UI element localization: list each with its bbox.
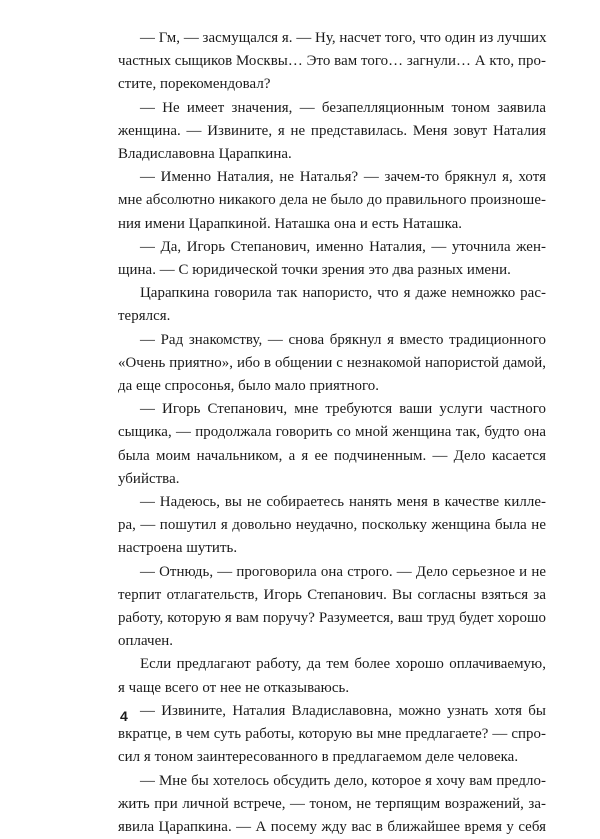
text-line: терпит отлагательств, Игорь Степанович. Вы согласны взяться за (118, 584, 546, 607)
paragraph (118, 236, 546, 282)
text-line: Если предлагают работу, да тем более хорошо оплачиваемую, (118, 653, 546, 676)
paragraph (118, 770, 546, 839)
text-line: стите, порекомендовал? (118, 73, 546, 96)
text-line: ра, — пошутил я довольно неудачно, поскольку женщина была не (118, 514, 546, 537)
paragraph (118, 329, 546, 399)
text-line: настроена шутить. (118, 537, 546, 560)
text-line: щина. — С юридической точки зрения это два разных имени. (118, 259, 546, 282)
text-line: — Игорь Степанович, мне требуются ваши услуги частного (118, 398, 546, 421)
text-line: женщина. — Извините, я не представилась. Меня зовут Наталия (118, 120, 546, 143)
paragraph (118, 27, 546, 97)
paragraph (118, 97, 546, 167)
body-text (118, 27, 546, 839)
text-line: — Надеюсь, вы не собираетесь нанять меня в качестве килле- (118, 491, 546, 514)
text-line: — Да, Игорь Степанович, именно Наталия, — уточнила жен- (118, 236, 546, 259)
text-line: убийства. (118, 468, 546, 491)
text-line: ния имени Царапкиной. Наташка она и есть Наташка. (118, 213, 546, 236)
paragraph (118, 561, 546, 654)
paragraph (118, 398, 546, 491)
text-line: да еще спросонья, было мало приятного. (118, 375, 546, 398)
text-line: — Отнюдь, — проговорила она строго. — Дело серьезное и не (118, 561, 546, 584)
paragraph (118, 700, 546, 770)
text-line: вкратце, в чем суть работы, которую вы мне предлагаете? — спро- (118, 723, 546, 746)
text-line: — Не имеет значения, — безапелляционным тоном заявила (118, 97, 546, 120)
text-line: сил я тоном заинтересованного в предлагаемом деле человека. (118, 746, 546, 769)
page-number: 4 (120, 708, 128, 724)
text-line: Царапкина говорила так напористо, что я даже немножко рас- (118, 282, 546, 305)
text-line: — Извините, Наталия Владиславовна, можно узнать хотя бы (118, 700, 546, 723)
text-line: явила Царапкина. — А посему жду вас в ближайшее время у себя (118, 816, 546, 839)
text-line: — Гм, — засмущался я. — Ну, насчет того, что один из лучших (118, 27, 546, 50)
text-line: сыщика, — продолжала говорить со мной женщина так, будто она (118, 421, 546, 444)
text-line: была моим начальником, а я ее подчиненным. — Дело касается (118, 445, 546, 468)
text-line: оплачен. (118, 630, 546, 653)
text-line: я чаще всего от нее не отказываюсь. (118, 677, 546, 700)
text-line: Владиславовна Царапкина. (118, 143, 546, 166)
text-line: терялся. (118, 305, 546, 328)
text-line: частных сыщиков Москвы… Это вам того… загнули… А кто, про- (118, 50, 546, 73)
text-line: — Мне бы хотелось обсудить дело, которое я хочу вам предло- (118, 770, 546, 793)
text-line: — Именно Наталия, не Наталья? — зачем-то брякнул я, хотя (118, 166, 546, 189)
text-line: «Очень приятно», ибо в общении с незнакомой напористой дамой, (118, 352, 546, 375)
text-line: жить при личной встрече, — тоном, не терпящим возражений, за- (118, 793, 546, 816)
text-line: работу, которую я вам поручу? Разумеется, ваш труд будет хорошо (118, 607, 546, 630)
text-line: — Рад знакомству, — снова брякнул я вместо традиционного (118, 329, 546, 352)
paragraph (118, 166, 546, 236)
paragraph (118, 491, 546, 561)
paragraph (118, 653, 546, 699)
text-line: мне абсолютно никакого дела не было до правильного произноше- (118, 189, 546, 212)
paragraph (118, 282, 546, 328)
